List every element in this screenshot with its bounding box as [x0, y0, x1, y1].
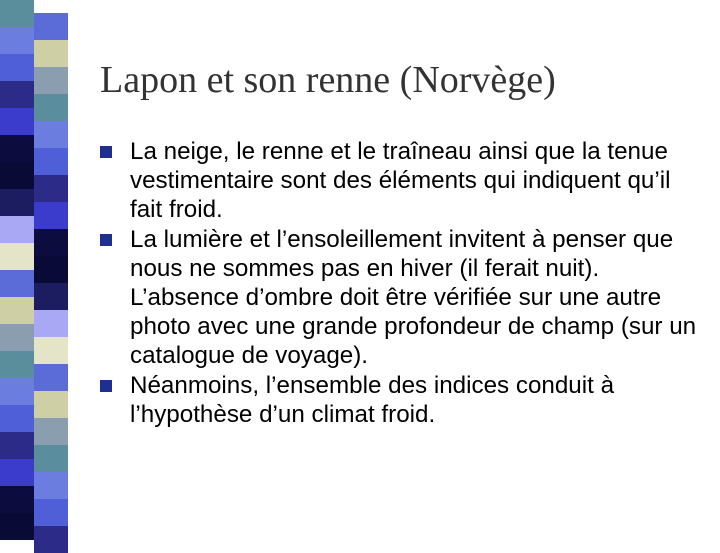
stripe-block [0, 108, 34, 135]
bullet-item [100, 371, 700, 429]
stripe-block [34, 94, 68, 121]
square-bullet-icon [100, 146, 112, 158]
stripe-block [34, 418, 68, 445]
stripe-block [0, 189, 34, 216]
stripe-block [34, 310, 68, 337]
stripe-block [34, 67, 68, 94]
stripe-block [34, 283, 68, 310]
stripe-block [34, 202, 68, 229]
decorative-stripe [0, 0, 68, 540]
stripe-block [0, 162, 34, 189]
stripe-block [0, 81, 34, 108]
bullet-item [100, 137, 700, 225]
stripe-block [34, 391, 68, 418]
stripe-block [0, 135, 34, 162]
bullet-text: La lumière et l’ensoleillement invitent à penser que nous ne sommes pas en hiver (il ferait nuit). L’absence d’ombre doit être vérifiée sur une autre photo avec une grande profondeur de champ (sur un catalogue de voyage). [130, 225, 697, 370]
stripe-block [34, 175, 68, 202]
bullet-list [100, 137, 700, 429]
square-bullet-icon [100, 380, 112, 392]
stripe-block [0, 324, 34, 351]
stripe-block [34, 13, 68, 40]
stripe-block [34, 256, 68, 283]
stripe-block [0, 513, 34, 540]
stripe-block [34, 499, 68, 526]
stripe-block [34, 337, 68, 364]
stripe-block [0, 27, 34, 54]
stripe-block [34, 472, 68, 499]
stripe-block [0, 54, 34, 81]
stripe-block [34, 121, 68, 148]
stripe-block [0, 459, 34, 486]
stripe-block [0, 270, 34, 297]
stripe-block [0, 297, 34, 324]
stripe-block [0, 486, 34, 513]
stripe-block [0, 216, 34, 243]
slide-title: Lapon et son renne (Norvège) [100, 59, 556, 101]
stripe-block [0, 432, 34, 459]
bullet-text: Néanmoins, l’ensemble des indices conduit à l’hypothèse d’un climat froid. [130, 371, 615, 428]
stripe-block [0, 351, 34, 378]
stripe-block [34, 364, 68, 391]
bullet-text: La neige, le renne et le traîneau ainsi que la tenue vestimentaire sont des éléments qui indiquent qu’il fait froid. [130, 138, 671, 224]
bullet-item [100, 225, 700, 371]
stripe-block [34, 445, 68, 472]
stripe-block [34, 229, 68, 256]
stripe-block [0, 378, 34, 405]
stripe-block [0, 0, 34, 27]
stripe-block [34, 40, 68, 67]
stripe-block [0, 405, 34, 432]
stripe-block [0, 243, 34, 270]
stripe-block [34, 148, 68, 175]
square-bullet-icon [100, 234, 112, 246]
